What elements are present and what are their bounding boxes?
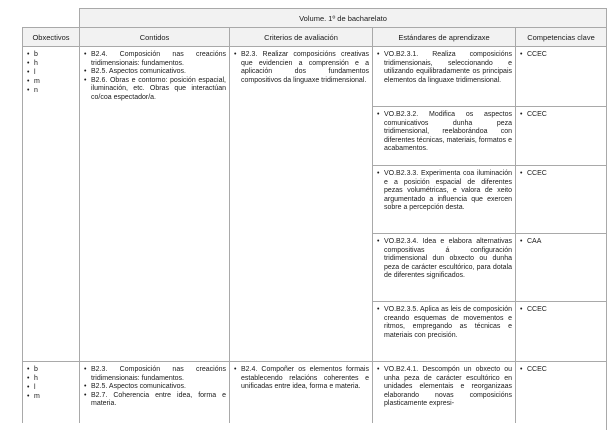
estandar-cell bbox=[373, 166, 516, 234]
list-item: • CCEC bbox=[519, 170, 603, 179]
page-cut bbox=[22, 423, 606, 439]
competencia-cell bbox=[516, 47, 607, 107]
col-header-contidos: Contidos bbox=[80, 28, 230, 47]
list-item: • B2.7. Coherencia entre idea, forma e materia. bbox=[83, 392, 226, 409]
competencia-cell bbox=[516, 362, 607, 430]
list-item: • B2.6. Obras e contorno: posición espacial, iluminación, etc. Obras que interactúan co/coa espectador/a. bbox=[83, 77, 226, 103]
col-header-criterios: Criterios de avaliación bbox=[230, 28, 373, 47]
criterios-cell bbox=[230, 362, 373, 430]
list-item: • CCEC bbox=[519, 306, 603, 315]
estandar-cell bbox=[373, 362, 516, 430]
competencia-cell bbox=[516, 166, 607, 234]
obxectivos-cell bbox=[23, 47, 80, 362]
competencia-cell bbox=[516, 107, 607, 166]
list-item: • VO.B2.4.1. Descompón un obxecto ou unha peza de carácter escultórico en unidades elementais e reorganizaas elaborando novas composicións plasticamente expresi- bbox=[376, 366, 512, 409]
estandar-cell bbox=[373, 302, 516, 362]
competencia-cell bbox=[516, 302, 607, 362]
contidos-cell bbox=[80, 362, 230, 430]
list-item: • CCEC bbox=[519, 111, 603, 120]
estandar-cell bbox=[373, 107, 516, 166]
obxectivos-cell bbox=[23, 362, 80, 430]
curriculum-table bbox=[22, 8, 607, 430]
col-header-competencias: Competencias clave bbox=[516, 28, 607, 47]
list-item: • B2.4. Composición nas creacións tridimensionais: fundamentos. bbox=[83, 51, 226, 68]
list-item: • B2.3. Composición nas creacións tridimensionais: fundamentos. bbox=[83, 366, 226, 383]
volume-header: Volume. 1º de bacharelato bbox=[80, 9, 607, 28]
list-item: • m bbox=[26, 78, 76, 87]
list-item: • h bbox=[26, 60, 76, 69]
list-item: • B2.5. Aspectos comunicativos. bbox=[83, 383, 226, 392]
list-item: • B2.5. Aspectos comunicativos. bbox=[83, 68, 226, 77]
list-item: • l bbox=[26, 69, 76, 78]
list-item: • CAA bbox=[519, 238, 603, 247]
list-item: • VO.B2.3.1. Realiza composicións tridimensionais, seleccionando e utilizando equilibradamente os principais elementos da linguaxe tridimensional. bbox=[376, 51, 512, 85]
list-item: • B2.3. Realizar composicións creativas que evidencien a comprensión e a aplicación dos fundamentos compositivos da linguaxe tridimensional. bbox=[233, 51, 369, 85]
estandar-cell bbox=[373, 234, 516, 302]
estandar-cell bbox=[373, 47, 516, 107]
list-item: • CCEC bbox=[519, 366, 603, 375]
list-item: • b bbox=[26, 51, 76, 60]
col-header-estandares: Estándares de aprendizaxe bbox=[373, 28, 516, 47]
list-item: • B2.4. Compoñer os elementos formais establecendo relacións coherentes e unificadas entre idea, forma e materia. bbox=[233, 366, 369, 392]
list-item: • VO.B2.3.4. Idea e elabora alternativas compositivas á configuración tridimensional dun obxecto ou dunha peza de carácter escultórico, para dotala de diferentes significados. bbox=[376, 238, 512, 281]
empty-header-cell bbox=[23, 9, 80, 28]
list-item: • h bbox=[26, 375, 76, 384]
criterios-cell bbox=[230, 47, 373, 362]
list-item: • l bbox=[26, 384, 76, 393]
list-item: • CCEC bbox=[519, 51, 603, 60]
table-row bbox=[23, 362, 607, 430]
list-item: • n bbox=[26, 87, 76, 96]
contidos-cell bbox=[80, 47, 230, 362]
list-item: • VO.B2.3.3. Experimenta coa iluminación e a posición espacial de diferentes pezas volumétricas, e valora de xeito argumentado a influencia que exercen sobre a percepción desta. bbox=[376, 170, 512, 213]
list-item: • VO.B2.3.2. Modifica os aspectos comunicativos dunha peza tridimensional, reelaborándoa con diferentes técnicas, materiais, formatos e acabamentos. bbox=[376, 111, 512, 154]
list-item: • m bbox=[26, 393, 76, 402]
col-header-obxectivos: Obxectivos bbox=[23, 28, 80, 47]
list-item: • b bbox=[26, 366, 76, 375]
competencia-cell bbox=[516, 234, 607, 302]
list-item: • VO.B2.3.5. Aplica as leis de composición creando esquemas de movementos e ritmos, empregando as técnicas e materiais con precisión. bbox=[376, 306, 512, 340]
table-row bbox=[23, 47, 607, 107]
